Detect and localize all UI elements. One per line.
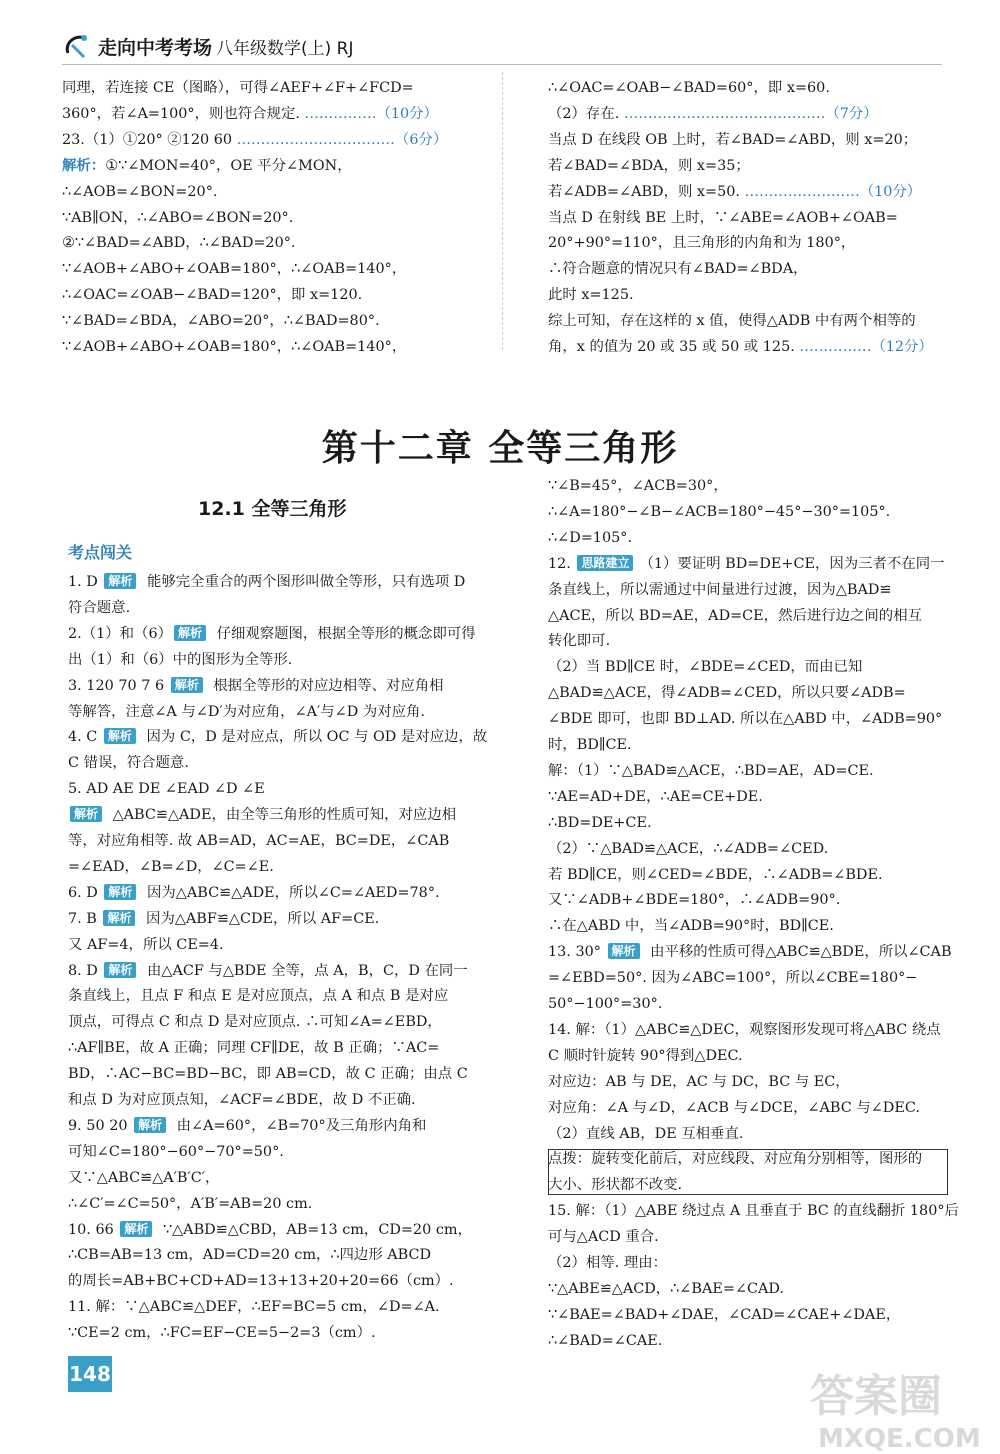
- header-divider: [62, 64, 942, 65]
- bottom-right-line: ∴∠A=180°−∠B−∠ACB=180°−45°−30°=105°.: [548, 503, 891, 520]
- page-number: 148: [68, 1356, 112, 1392]
- top-right-line: 若∠ADB=∠ABD，则 x=50. ……………………（10分）: [548, 183, 922, 200]
- bottom-left-line: ∴AF∥BE，故 A 正确；同理 CF∥DE，故 B 正确；∵AC=: [68, 1040, 440, 1057]
- top-left-line: ②∵∠BAD=∠ABD，∴∠BAD=20°.: [62, 235, 296, 252]
- bottom-right-line: 15. 解：（1）△ABE 绕过点 A 且垂直于 BC 的直线翻折 180°后: [548, 1203, 959, 1220]
- bottom-right-line: 条直线上，所以需通过中间量进行过渡，因为△BAD≌: [548, 581, 892, 598]
- watermark-logo-text: 答案圈: [810, 1371, 942, 1422]
- bottom-left-line: 4. C 解析 因为 C，D 是对应点，所以 OC 与 OD 是对应边，故: [68, 729, 488, 746]
- top-right-line: 20°+90°=110°，且三角形的内角和为 180°，: [548, 235, 856, 252]
- bottom-right-line: 对应边：AB 与 DE，AC 与 DC，BC 与 EC，: [548, 1073, 850, 1090]
- top-right-line: 此时 x=125.: [548, 287, 634, 304]
- column-divider: [502, 72, 503, 350]
- bottom-left-line: 10. 66 解析 ∵△ABD≌△CBD，AB=13 cm，CD=20 cm，: [68, 1221, 472, 1238]
- bottom-left-line: BD，∴AC−BC=BD−BC，即 AB=CD，故 C 正确；由点 C: [68, 1066, 468, 1083]
- bottom-right-line: 解：（1）∵△BAD≌△ACE，∴BD=AE，AD=CE.: [548, 762, 874, 779]
- top-right-line: 当点 D 在射线 BE 上时，∵∠ABE=∠AOB+∠OAB=: [548, 209, 898, 226]
- bottom-left-line: ∵CE=2 cm，∴FC=EF−CE=5−2=3（cm）.: [68, 1325, 376, 1342]
- top-left-line: ∴∠AOB=∠BON=20°.: [62, 183, 218, 200]
- top-right-line: ∴符合题意的情况只有∠BAD=∠BDA，: [548, 261, 808, 278]
- bottom-right-line: 又∵∠ADB+∠BDE=180°，∴∠ADB=90°.: [548, 892, 841, 909]
- bottom-left-line: 9. 50 20 解析 由∠A=60°，∠B=70°及三角形内角和: [68, 1117, 427, 1134]
- bottom-left-line: 1. D 解析 能够完全重合的两个图形叫做全等形，只有选项 D: [68, 574, 466, 590]
- bottom-right-line: （2）相等. 理由：: [548, 1255, 668, 1271]
- bottom-right-line: ∴∠BAD=∠CAE.: [548, 1332, 663, 1349]
- bottom-right-line: （2）直线 AB，DE 互相垂直.: [548, 1125, 744, 1142]
- bottom-left-line: 可知∠C=180°−60°−70°=50°.: [68, 1143, 284, 1160]
- bottom-right-line: ∵∠B=45°，∠ACB=30°，: [548, 478, 728, 494]
- top-left-line: ∵∠AOB+∠ABO+∠OAB=180°，∴∠OAB=140°，: [62, 339, 407, 355]
- bottom-right-line: 13. 30° 解析 由平移的性质可得△ABC≌△BDE，所以∠CAB: [548, 944, 952, 961]
- bottom-right-line: ∵AE=AD+DE，∴AE=CE+DE.: [548, 788, 763, 805]
- bottom-left-line: 和点 D 为对应顶点知，∠ACF=∠BDE，故 D 不正确.: [68, 1092, 416, 1108]
- bottom-right-line: （2）∵△BAD≌△ACE，∴∠ADB=∠CED.: [548, 840, 829, 857]
- top-right-line: 若∠BAD=∠BDA，则 x=35；: [548, 157, 750, 174]
- watermark: [810, 1360, 981, 1454]
- book-title: 八年级数学(上) RJ: [216, 38, 354, 59]
- bottom-right-line: ∠BDE 即可，也即 BD⊥AD. 所以在△ABD 中，∠ADB=90°: [548, 711, 943, 728]
- chapter-title: 第十二章 全等三角形: [321, 428, 679, 469]
- bottom-left-line: 条直线上，且点 F 和点 E 是对应顶点，点 A 和点 B 是对应: [68, 988, 449, 1005]
- subsection-title: 考点闯关: [68, 543, 133, 562]
- bottom-left-line: 又 AF=4，所以 CE=4.: [68, 936, 224, 953]
- bottom-left-line: 7. B 解析 因为△ABF≌△CDE，所以 AF=CE.: [68, 910, 380, 927]
- bottom-left-line: 3. 120 70 7 6 解析 根据全等形的对应边相等、对应角相: [68, 677, 444, 694]
- top-right-line: 当点 D 在线段 OB 上时，若∠BAD=∠ABD，则 x=20；: [548, 131, 918, 148]
- bottom-right-line: 时，BD∥CE.: [548, 737, 632, 753]
- top-right-line: （2）存在. ……………………………………（7分）: [548, 105, 878, 122]
- bottom-right-line: ∴BD=DE+CE.: [548, 814, 652, 831]
- bottom-right-line: C 顺时针旋转 90°得到△DEC.: [548, 1047, 743, 1064]
- watermark-url: MXQE.COM: [818, 1424, 981, 1454]
- bottom-right-line: 14. 解：（1）△ABC≌△DEC，观察图形发现可将△ABC 绕点: [548, 1021, 941, 1038]
- bottom-left-line: 6. D 解析 因为△ABC≌△ADE，所以∠C=∠AED=78°.: [68, 884, 440, 901]
- top-left-line: 23.（1）①20° ②120 60 ……………………………（6分）: [62, 131, 448, 148]
- bottom-left-line: ∴∠C′=∠C=50°，A′B′=AB=20 cm.: [68, 1195, 313, 1212]
- bottom-right-line: ∴∠D=105°.: [548, 529, 633, 546]
- bottom-right-line: ∵△ABE≌△ACD，∴∠BAE=∠CAD.: [548, 1280, 784, 1297]
- top-left-line: ∵∠BAD=∠BDA，∠ABO=20°，∴∠BAD=80°.: [62, 313, 380, 330]
- bottom-right-line: △ACE，所以 BD=AE，AD=CE，然后进行边之间的相互: [548, 607, 922, 624]
- top-right-line: ∴∠OAC=∠OAB−∠BAD=60°，即 x=60.: [548, 80, 830, 96]
- bottom-right-line: ∴在△ABD 中，当∠ADB=90°时，BD∥CE.: [548, 918, 834, 935]
- top-right-line: 综上可知，存在这样的 x 值，使得△ADB 中有两个相等的: [548, 313, 916, 330]
- bottom-right-line: 转化即可.: [548, 633, 611, 650]
- bottom-left-line: 2.（1）和（6） 解析 仔细观察题图，根据全等形的概念即可得: [68, 625, 476, 642]
- top-left-line: ∵AB∥ON，∴∠ABO=∠BON=20°.: [62, 209, 294, 226]
- top-left-line: 360°，若∠A=100°，则也符合规定. ……………（10分）: [62, 105, 438, 122]
- brand-name: 走向中考考场: [98, 36, 213, 59]
- top-left-line: 解析：①∵∠MON=40°，OE 平分∠MON，: [62, 157, 352, 174]
- section-title: 12.1 全等三角形: [198, 498, 347, 520]
- bottom-left-line: 等解答，注意∠A 与∠D′为对应角，∠A′与∠D 为对应角.: [68, 703, 425, 720]
- top-left-line: 同理，若连接 CE（图略），可得∠AEF+∠F+∠FCD=: [62, 80, 414, 96]
- bottom-right-line: （2）当 BD∥CE 时，∠BDE=∠CED，而由已知: [548, 659, 863, 676]
- bottom-right-line: 可与△ACD 重合.: [548, 1229, 659, 1246]
- bottom-left-line: 8. D 解析 由△ACF 与△BDE 全等，点 A，B，C，D 在同一: [68, 962, 468, 979]
- bottom-left-line: 5. AD AE DE ∠EAD ∠D ∠E: [68, 781, 265, 798]
- bottom-right-line: 若 BD∥CE，则∠CED=∠BDE，∴∠ADB=∠BDE.: [548, 866, 883, 883]
- bottom-right-line: △BAD≌△ACE，得∠ADB=∠CED，所以只要∠ADB=: [548, 685, 906, 702]
- bottom-right-line: 12. 思路建立 （1）要证明 BD=DE+CE，因为三者不在同一: [548, 555, 945, 572]
- bottom-left-line: 顶点，可得点 C 和点 D 是对应顶点. ∴可知∠A=∠EBD，: [68, 1014, 442, 1031]
- bottom-left-line: ∴CB=AB=13 cm，AD=CD=20 cm，∴四边形 ABCD: [68, 1247, 432, 1264]
- bottom-right-line: 对应角：∠A 与∠D，∠ACB 与∠DCE，∠ABC 与∠DEC.: [548, 1099, 920, 1116]
- logo-icon: [62, 31, 92, 61]
- bottom-left-line: C 错误，符合题意.: [68, 755, 189, 772]
- bottom-right-line: 大小、形状都不改变.: [548, 1177, 683, 1194]
- top-right-line: 角，x 的值为 20 或 35 或 50 或 125. ……………（12分）: [548, 339, 933, 355]
- tip-box: [548, 1149, 948, 1195]
- bottom-left-line: 的周长=AB+BC+CD+AD=13+13+20+20=66（cm）.: [68, 1273, 454, 1290]
- bottom-right-line: ∵∠BAE=∠BAD+∠DAE，∠CAD=∠CAE+∠DAE，: [548, 1306, 901, 1323]
- bottom-left-line: 等，对应角相等. 故 AB=AD，AC=AE，BC=DE，∠CAB: [68, 833, 450, 849]
- top-left-line: ∴∠OAC=∠OAB−∠BAD=120°，即 x=120.: [62, 287, 363, 304]
- bottom-right-line: =∠EBD=50°. 因为∠ABC=100°，所以∠CBE=180°−: [548, 970, 918, 987]
- bottom-right-line: 点拨：旋转变化前后，对应线段、对应角分别相等，图形的: [548, 1151, 923, 1168]
- bottom-left-line: =∠EAD，∠B=∠D，∠C=∠E.: [68, 858, 274, 875]
- bottom-right-line: 50°−100°=30°.: [548, 996, 663, 1012]
- bottom-left-line: 11. 解：∵△ABC≌△DEF，∴EF=BC=5 cm，∠D=∠A.: [68, 1299, 440, 1316]
- page-header: [62, 30, 354, 62]
- top-left-line: ∵∠AOB+∠ABO+∠OAB=180°，∴∠OAB=140°，: [62, 261, 407, 278]
- bottom-left-line: 又∵△ABC≌△A′B′C′，: [68, 1169, 220, 1186]
- bottom-left-line: 符合题意.: [68, 599, 131, 616]
- bottom-left-line: 解析 △ABC≌△ADE，由全等三角形的性质可知，对应边相: [68, 805, 456, 825]
- bottom-left-line: 出（1）和（6）中的图形为全等形.: [68, 651, 293, 668]
